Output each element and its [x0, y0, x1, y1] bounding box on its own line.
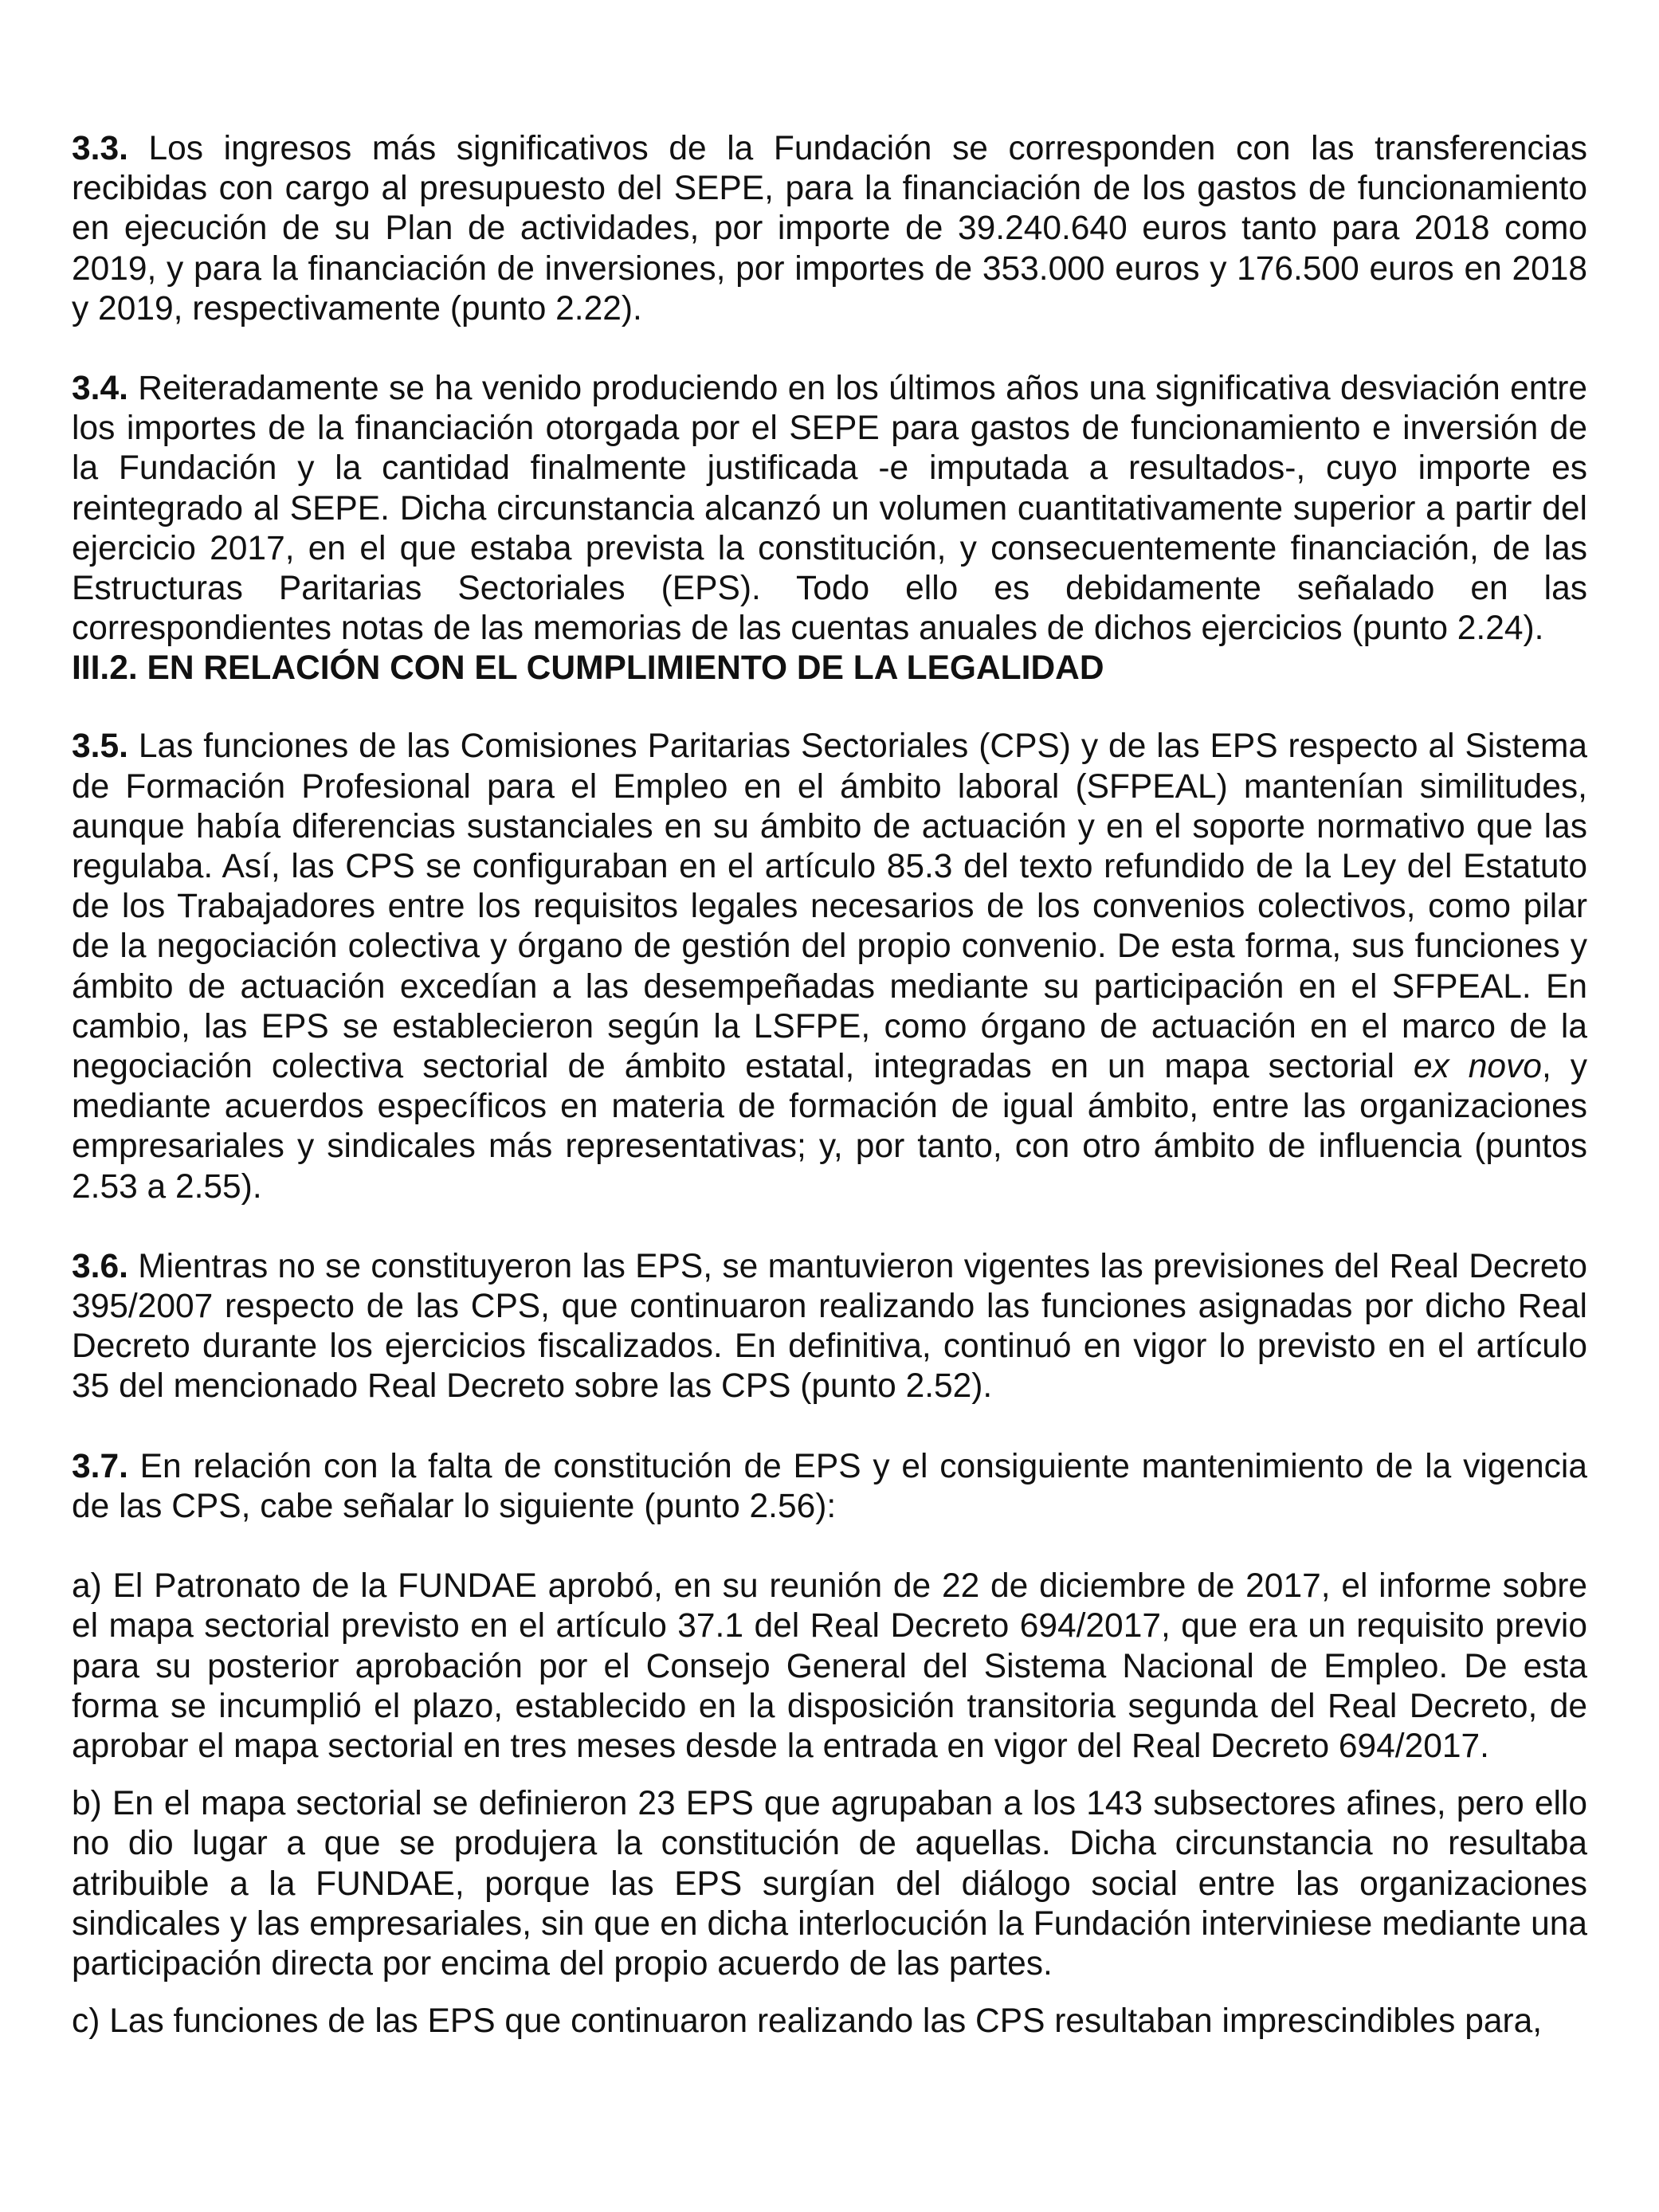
- list-item-b: b) En el mapa sectorial se definieron 23 EPS que agrupaban a los 143 subsectores afines, pero ello no dio lugar a que se produjera la constitución de aquellas. Dicha circunstancia no resultaba atribuible a la FUNDAE, porque las EPS surgían del diálogo social entre las organizaciones sindicales y las empresariales, sin que en dicha interlocución la Fundación interviniese mediante una participación directa por encima del propio acuerdo de las partes.: [72, 1785, 1587, 1983]
- paragraph-3-6: [72, 1247, 1587, 1407]
- paragraph-3-4: [72, 369, 1587, 649]
- italic-term: ex novo: [1413, 1048, 1542, 1086]
- paragraph-3-3: [72, 129, 1587, 329]
- paragraph-number: 3.7.: [72, 1447, 128, 1485]
- section-heading: III.2. EN RELACIÓN CON EL CUMPLIMIENTO DE LA LEGALIDAD: [72, 649, 1104, 688]
- paragraph-text: Reiteradamente se ha venido produciendo en los últimos años una significativa desviación entre los importes de la financiación otorgada por el SEPE para gastos de funcionamiento e inversión de la Fundación y la cantidad finalmente justificada -e imputada a resultados-, cuyo importe es reintegrado al SEPE. Dicha circunstancia alcanzó un volumen cuantitativamente superior a partir del ejercicio 2017, en el que estaba prevista la constitución, y consecuentemente financiación, de las Estructuras Paritarias Sectoriales (EPS). Todo ello es debidamente señalado en las correspondientes notas de las memorias de las cuentas anuales de dichos ejercicios (punto 2.24).: [72, 370, 1587, 648]
- paragraph-text: En relación con la falta de constitución de EPS y el consiguiente mantenimiento de la vigencia de las CPS, cabe señalar lo siguiente (punto 2.56):: [72, 1447, 1588, 1525]
- paragraph-number: 3.5.: [72, 728, 128, 766]
- paragraph-number: 3.3.: [72, 130, 128, 167]
- document-page: [72, 129, 1587, 2041]
- paragraph-text-continued: , y mediante acuerdos específicos en materia de formación de igual ámbito, entre las organizaciones empresariales y sindicales más representativas; y, por tanto, con otro ámbito de influencia (puntos 2.53 a 2.55).: [72, 1048, 1587, 1206]
- paragraph-number: 3.6.: [72, 1247, 128, 1285]
- paragraph-number: 3.4.: [72, 370, 128, 408]
- paragraph-3-7: [72, 1447, 1587, 1527]
- paragraph-3-5: [72, 727, 1587, 1206]
- paragraph-text: Mientras no se constituyeron las EPS, se mantuvieron vigentes las previsiones del Real Decreto 395/2007 respecto de las CPS, que continuaron realizando las funciones asignadas por dicho Real Decreto durante los ejercicios fiscalizados. En definitiva, continuó en vigor lo previsto en el artículo 35 del mencionado Real Decreto sobre las CPS (punto 2.52).: [72, 1247, 1587, 1406]
- paragraph-text: Los ingresos más significativos de la Fundación se corresponden con las transferencias recibidas con cargo al presupuesto del SEPE, para la financiación de los gastos de funcionamiento en ejecución de su Plan de actividades, por importe de 39.240.640 euros tanto para 2018 como 2019, y para la financiación de inversiones, por importes de 353.000 euros y 176.500 euros en 2018 y 2019, respectivamente (punto 2.22).: [72, 130, 1587, 327]
- paragraph-text: Las funciones de las Comisiones Paritarias Sectoriales (CPS) y de las EPS respecto al Sistema de Formación Profesional para el Empleo en el ámbito laboral (SFPEAL) mantenían similitudes, aunque había diferencias sustanciales en su ámbito de actuación y en el soporte normativo que las regulaba. Así, las CPS se configuraban en el artículo 85.3 del texto refundido de la Ley del Estatuto de los Trabajadores entre los requisitos legales necesarios de los convenios colectivos, como pilar de la negociación colectiva y órgano de gestión del propio convenio. De esta forma, sus funciones y ámbito de actuación excedían a las desempeñadas mediante su participación en el SFPEAL. En cambio, las EPS se establecieron según la LSFPE, como órgano de actuación en el marco de la negociación colectiva sectorial de ámbito estatal, integradas en un mapa sectorial: [72, 728, 1588, 1086]
- list-item-c: c) Las funciones de las EPS que continuaron realizando las CPS resultaban imprescindibles para,: [72, 2002, 1543, 2041]
- list-item-a: a) El Patronato de la FUNDAE aprobó, en su reunión de 22 de diciembre de 2017, el informe sobre el mapa sectorial previsto en el artículo 37.1 del Real Decreto 694/2017, que era un requisito previo para su posterior aprobación por el Consejo General del Sistema Nacional de Empleo. De esta forma se incumplió el plazo, establecido en la disposición transitoria segunda del Real Decreto, de aprobar el mapa sectorial en tres meses desde la entrada en vigor del Real Decreto 694/2017.: [72, 1567, 1587, 1765]
